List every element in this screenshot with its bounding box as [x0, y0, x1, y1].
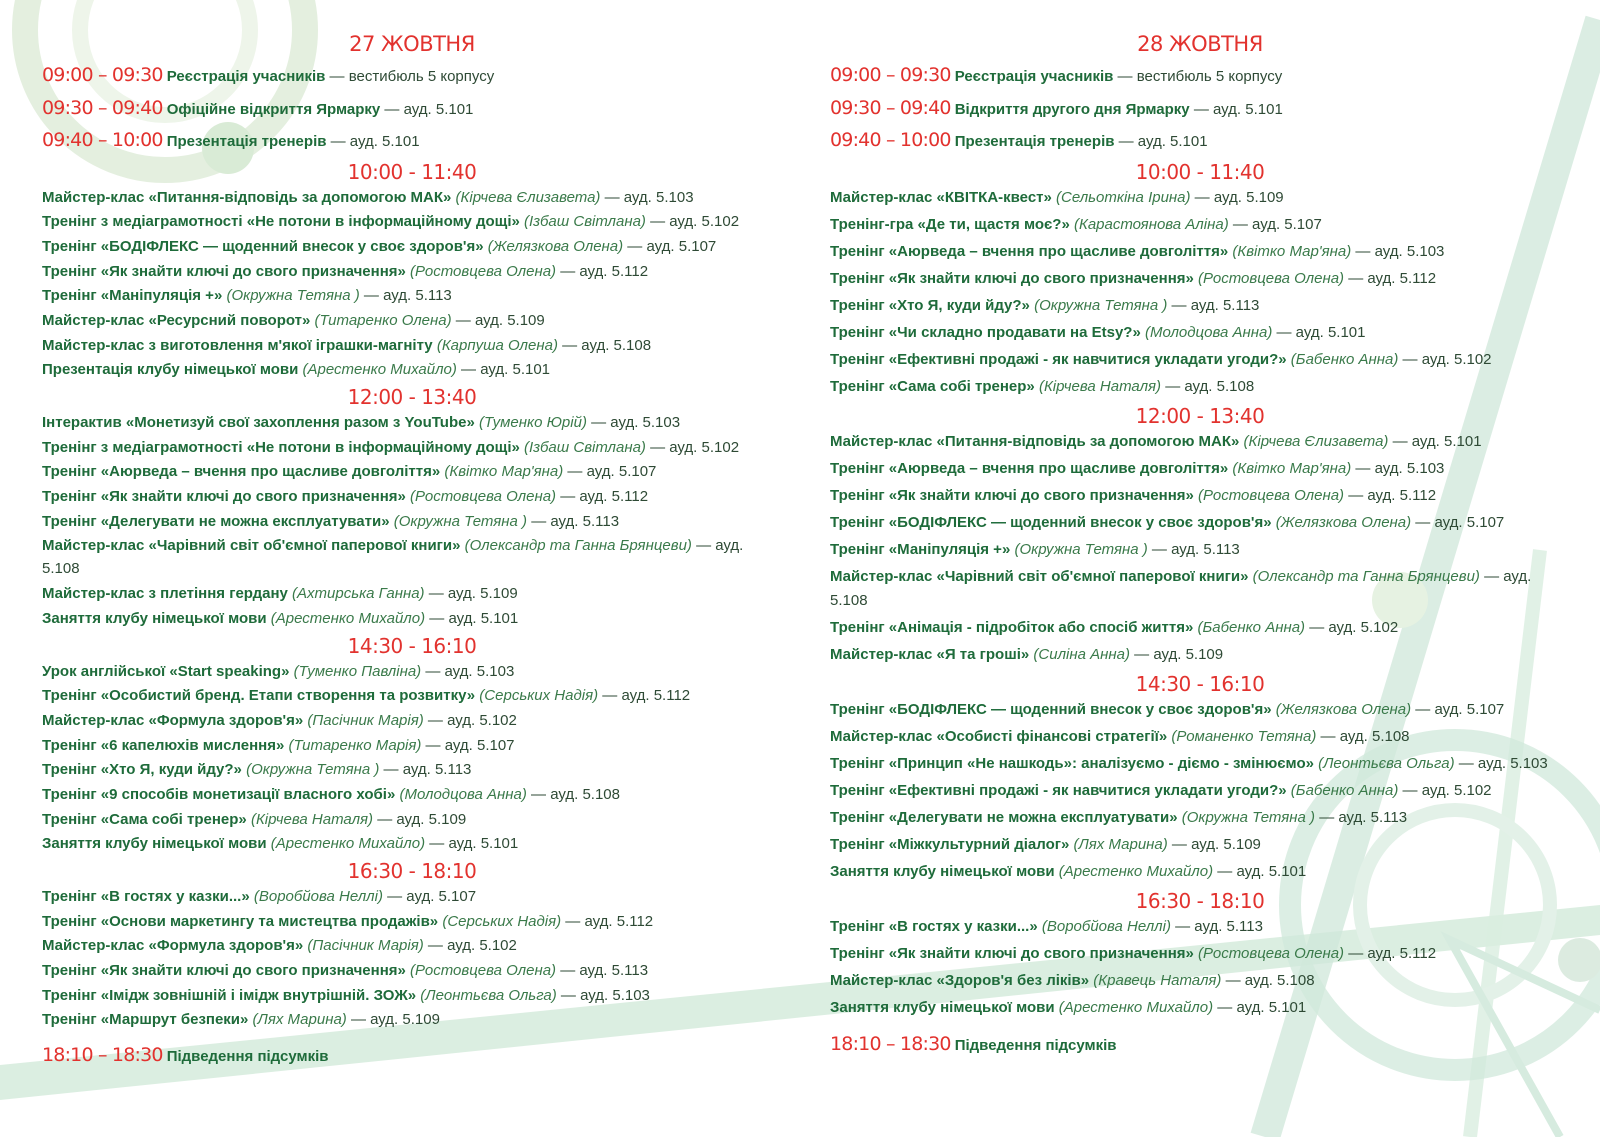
- event-room: — ауд. 5.109: [1129, 645, 1224, 663]
- time-slot-heading: 16:30 - 18:10: [347, 859, 477, 883]
- event-title: Тренінг «Маршрут безпеки»: [42, 1011, 249, 1029]
- event-room: — ауд. 5.102: [423, 711, 517, 729]
- event-title: Тренінг «Сама собі тренер»: [42, 810, 247, 828]
- event-title: Тренінг «Анімація - підробіток або спосіб життя»: [830, 618, 1194, 636]
- schedule-event: [42, 460, 782, 483]
- event-trainer: (Карпуша Олена): [432, 336, 558, 354]
- schedule-event: [830, 213, 1570, 237]
- event-title: Тренінг «Сама собі тренер»: [830, 377, 1035, 395]
- event-title: Тренінг «Принцип «Не нашкодь»: аналізуємо - діємо - змінюємо»: [830, 754, 1314, 772]
- event-title: Тренінг «Аюрведа – вчення про щасливе довголіття»: [830, 242, 1229, 260]
- schedule-event: [830, 538, 1570, 562]
- event-title: Тренінг «Чи складно продавати на Etsy?»: [830, 323, 1141, 341]
- event-title: Тренінг «Основи маркетингу та мистецтва продажів»: [42, 912, 439, 930]
- event-trainer: (Кірчева Єлизавета): [1239, 432, 1389, 450]
- intro-time: 09:40 – 10:00: [42, 129, 163, 151]
- time-slot-heading: 10:00 - 11:40: [347, 159, 477, 184]
- event-trainer: (Туменко Юрій): [474, 414, 587, 431]
- event-room: — ауд. 5.109: [451, 311, 545, 329]
- event-title: Тренінг «Маніпуляція +»: [42, 287, 223, 305]
- event-room: — ауд. 5.101: [1213, 998, 1307, 1016]
- event-trainer: (Сельоткіна Ірина): [1051, 188, 1191, 206]
- intro-row: [830, 125, 1570, 158]
- intro-title: Реєстрація учасників: [166, 68, 326, 85]
- intro-title: Офіційне відкриття Ярмарку: [166, 100, 381, 118]
- event-room: — ауд. 5.113: [1170, 917, 1263, 935]
- intro-time: 09:30 – 09:40: [830, 96, 951, 119]
- event-room: — ауд. 5.101: [456, 361, 551, 379]
- event-room: — ауд. 5.103: [1454, 754, 1548, 772]
- event-room: — ауд. 5.107: [623, 237, 717, 255]
- event-title: Тренінг «Маніпуляція +»: [830, 540, 1011, 558]
- event-trainer: (Окружна Тетяна ): [1029, 296, 1168, 314]
- event-trainer: (Ізбаш Світлана): [519, 213, 646, 231]
- schedule-event: [830, 942, 1570, 966]
- event-title: Тренінг «В гостях у казки...»: [42, 888, 250, 905]
- event-title: Тренінг «9 способів монетизації власного хобі»: [42, 785, 396, 803]
- schedule-event: [42, 235, 782, 258]
- event-trainer: (Силіна Анна): [1029, 645, 1130, 663]
- event-trainer: (Леонтьєва Ольга): [416, 986, 557, 1004]
- event-trainer: (Молодцова Анна): [395, 785, 527, 803]
- event-room: — ауд. 5.107: [563, 463, 657, 481]
- event-title: Тренінг-гра «Де ти, щастя моє?»: [830, 215, 1070, 233]
- time-slot-heading: 10:00 - 11:40: [1135, 159, 1265, 184]
- intro-title: Презентація тренерів: [954, 133, 1115, 150]
- schedule-event: [42, 485, 782, 508]
- event-trainer: (Молодцова Анна): [1140, 323, 1273, 341]
- intro-location: — ауд. 5.101: [1189, 100, 1283, 118]
- schedule-event: [830, 996, 1570, 1020]
- event-trainer: (Бабенко Анна): [1286, 350, 1399, 368]
- event-room: — ауд. 5.112: [556, 488, 649, 506]
- event-trainer: (Титаренко Марія): [284, 736, 422, 754]
- event-title: Майстер-клас з виготовлення м'якої іграшки-магніту: [42, 336, 433, 354]
- schedule-event: [830, 375, 1570, 399]
- event-trainer: (Ростовцева Олена): [1193, 269, 1345, 287]
- event-room: — ауд. 5.112: [1344, 944, 1437, 962]
- event-trainer: (Воробйова Неллі): [249, 888, 383, 905]
- event-title: Майстер-клас «Питання-відповідь за допомогою МАК»: [42, 188, 452, 206]
- schedule-event: [830, 752, 1570, 776]
- time-slot-heading: 16:30 - 18:10: [1135, 888, 1265, 913]
- intro-time: 09:30 – 09:40: [42, 96, 163, 119]
- event-title: Тренінг «БОДІФЛЕКС — щоденний внесок у своє здоров'я»: [830, 513, 1272, 531]
- schedule-event: [830, 565, 1570, 613]
- event-room: — ауд. 5.108: [830, 567, 1532, 609]
- event-trainer: (Ростовцева Олена): [405, 962, 557, 980]
- event-room: — ауд. 5.102: [645, 438, 740, 456]
- event-trainer: (Туменко Павліна): [289, 662, 422, 680]
- event-room: — ауд. 5.101: [1213, 862, 1307, 880]
- event-trainer: (Окружна Тетяна ): [241, 761, 380, 779]
- event-title: Тренінг «Делегувати не можна експлуатувати»: [42, 512, 390, 530]
- time-slot-heading: 12:00 - 13:40: [1135, 403, 1265, 428]
- event-title: Майстер-клас «Формула здоров'я»: [42, 711, 304, 729]
- schedule-event: [830, 430, 1570, 454]
- event-trainer: (Ростовцева Олена): [405, 262, 557, 280]
- event-room: — ауд. 5.102: [1305, 618, 1399, 636]
- intro-row: [42, 60, 782, 93]
- closing-time: 18:10 – 18:30: [830, 1032, 951, 1055]
- event-trainer: (Кірчева Єлизавета): [451, 188, 601, 206]
- event-room: — ауд. 5.108: [557, 336, 652, 354]
- event-trainer: (Окружна Тетяна ): [1010, 540, 1148, 558]
- event-title: Заняття клубу німецької мови: [42, 835, 267, 853]
- schedule-event: [42, 436, 782, 459]
- schedule-event: [42, 582, 782, 605]
- event-trainer: (Кравець Наталя): [1089, 971, 1222, 989]
- intro-time: 09:00 – 09:30: [830, 64, 951, 86]
- event-room: — ауд. 5.113: [379, 761, 472, 779]
- event-trainer: (Лях Марина): [248, 1011, 347, 1029]
- closing-row: [830, 1028, 1570, 1062]
- event-room: — ауд. 5.103: [1351, 242, 1445, 260]
- event-room: — ауд. 5.109: [1190, 188, 1284, 206]
- event-title: Заняття клубу німецької мови: [830, 862, 1055, 880]
- intro-location: — вестибюль 5 корпусу: [1113, 68, 1283, 85]
- event-room: — ауд. 5.102: [1398, 350, 1492, 368]
- event-title: Заняття клубу німецької мови: [42, 609, 267, 627]
- time-slot-heading: 14:30 - 16:10: [1135, 671, 1265, 696]
- event-title: Тренінг «БОДІФЛЕКС — щоденний внесок у своє здоров'я»: [42, 237, 484, 255]
- schedule-event: [42, 984, 782, 1007]
- time-slot-heading: 12:00 - 13:40: [347, 385, 477, 409]
- event-trainer: (Ростовцева Олена): [405, 488, 557, 506]
- event-room: — ауд. 5.103: [421, 662, 515, 680]
- intro-row: [830, 93, 1570, 126]
- schedule-event: [830, 833, 1570, 857]
- event-title: Майстер-клас «Чарівний світ об'ємної паперової книги»: [42, 537, 461, 555]
- closing-time: 18:10 – 18:30: [42, 1044, 163, 1067]
- event-trainer: (Олександр та Ганна Брянцеви): [460, 537, 692, 555]
- event-room: — ауд. 5.113: [527, 512, 620, 530]
- event-title: Тренінг «Як знайти ключі до свого призначення»: [42, 488, 406, 506]
- time-slot-heading: 14:30 - 16:10: [347, 633, 477, 658]
- event-room: — ауд. 5.101: [425, 835, 519, 853]
- event-title: Тренінг «Як знайти ключі до свого призначення»: [42, 262, 406, 280]
- event-trainer: (Серських Надія): [475, 687, 599, 705]
- schedule-event: [42, 783, 782, 806]
- event-trainer: (Романенко Тетяна): [1167, 727, 1317, 745]
- event-title: Презентація клубу німецької мови: [42, 361, 299, 379]
- schedule-event: [830, 725, 1570, 749]
- event-title: Тренінг «Делегувати не можна експлуатувати»: [830, 808, 1178, 826]
- intro-row: [830, 60, 1570, 93]
- closing-title: Підведення підсумків: [166, 1048, 329, 1066]
- event-title: Тренінг «Імідж зовнішній і імідж внутрішній. ЗОЖ»: [42, 986, 417, 1004]
- event-trainer: (Пасічник Марія): [303, 711, 424, 729]
- event-trainer: (Арестенко Михайло): [298, 361, 457, 379]
- event-trainer: (Серських Надія): [438, 912, 562, 930]
- event-room: — ауд. 5.112: [561, 912, 654, 930]
- schedule-event: [42, 607, 782, 630]
- event-title: Майстер-клас «Ресурсний поворот»: [42, 311, 311, 329]
- event-room: — ауд. 5.113: [1147, 540, 1240, 558]
- event-trainer: (Арестенко Михайло): [1054, 998, 1214, 1016]
- event-title: Тренінг «Хто Я, куди йду?»: [42, 761, 242, 779]
- schedule-event: [42, 934, 782, 957]
- event-title: Урок англійської «Start speaking»: [42, 662, 290, 680]
- event-title: Заняття клубу німецької мови: [830, 998, 1055, 1016]
- event-room: — ауд. 5.107: [382, 888, 477, 905]
- event-trainer: (Окружна Тетяна ): [222, 287, 360, 305]
- schedule-event: [830, 186, 1570, 210]
- schedule-event: [42, 186, 782, 209]
- event-room: — ауд. 5.113: [556, 962, 649, 980]
- schedule-event: [830, 457, 1570, 481]
- schedule-event: [42, 684, 782, 707]
- event-title: Тренінг «Як знайти ключі до свого призначення»: [830, 944, 1194, 962]
- event-room: — ауд. 5.108: [1221, 971, 1315, 989]
- event-room: — ауд. 5.103: [586, 414, 681, 431]
- event-room: — ауд. 5.101: [425, 609, 519, 627]
- intro-time: 09:40 – 10:00: [830, 129, 951, 151]
- event-trainer: (Квітко Мар'яна): [1228, 459, 1352, 477]
- schedule-event: [42, 358, 782, 381]
- event-title: Тренінг «В гостях у казки...»: [830, 917, 1038, 935]
- event-room: — ауд. 5.101: [1388, 432, 1482, 450]
- schedule-event: [830, 643, 1570, 667]
- schedule-event: [42, 832, 782, 855]
- event-trainer: (Карастоянова Аліна): [1069, 215, 1229, 233]
- event-room: — ауд. 5.107: [421, 736, 515, 754]
- schedule-event: [42, 709, 782, 732]
- event-room: — ауд. 5.108: [1161, 377, 1255, 395]
- event-room: — ауд. 5.113: [1315, 808, 1408, 826]
- event-room: — ауд. 5.109: [424, 585, 518, 603]
- event-room: — ауд. 5.103: [1351, 459, 1445, 477]
- event-title: Тренінг «Аюрведа – вчення про щасливе довголіття»: [830, 459, 1229, 477]
- schedule-event: [830, 348, 1570, 372]
- event-room: — ауд. 5.102: [645, 213, 740, 231]
- event-title: Тренінг «Аюрведа – вчення про щасливе довголіття»: [42, 463, 441, 481]
- intro-title: Відкриття другого дня Ярмарку: [954, 100, 1190, 118]
- event-room: — ауд. 5.107: [1228, 215, 1322, 233]
- schedule-event: [42, 260, 782, 283]
- schedule-event: [830, 860, 1570, 884]
- event-trainer: (Воробйова Неллі): [1037, 917, 1171, 935]
- schedule-event: [830, 806, 1570, 830]
- event-trainer: (Бабенко Анна): [1193, 618, 1306, 636]
- event-title: Майстер-клас «Особисті фінансові стратегії»: [830, 727, 1168, 745]
- intro-row: [42, 93, 782, 126]
- event-room: — ауд. 5.103: [556, 986, 650, 1004]
- event-trainer: (Окружна Тетяна ): [389, 512, 528, 530]
- event-room: — ауд. 5.102: [423, 937, 517, 955]
- schedule-event: [42, 808, 782, 831]
- schedule-event: [830, 321, 1570, 345]
- event-title: Майстер-клас «Здоров'я без ліків»: [830, 971, 1090, 989]
- intro-title: Презентація тренерів: [166, 133, 327, 150]
- schedule-event: [42, 411, 782, 434]
- schedule-event: [42, 284, 782, 307]
- event-title: Тренінг «Ефективні продажі - як навчитися укладати угоди?»: [830, 781, 1287, 799]
- event-title: Тренінг «Особистий бренд. Етапи створення та розвитку»: [42, 687, 476, 705]
- event-room: — ауд. 5.107: [1411, 513, 1505, 531]
- schedule-event: [830, 267, 1570, 291]
- schedule-event: [830, 698, 1570, 722]
- schedule-event: [42, 758, 782, 781]
- event-trainer: (Бабенко Анна): [1286, 781, 1399, 799]
- event-room: — ауд. 5.108: [1316, 727, 1410, 745]
- event-trainer: (Пасічник Марія): [303, 937, 424, 955]
- schedule-event: [42, 885, 782, 908]
- event-trainer: (Квітко Мар'яна): [1228, 242, 1352, 260]
- intro-time: 09:00 – 09:30: [42, 64, 163, 86]
- event-room: — ауд. 5.113: [1167, 296, 1260, 314]
- event-title: Майстер-клас «Чарівний світ об'ємної паперової книги»: [830, 567, 1249, 585]
- event-title: Майстер-клас «Питання-відповідь за допомогою МАК»: [830, 432, 1240, 450]
- event-title: Майстер-клас з плетіння гердану: [42, 585, 288, 603]
- event-title: Тренінг «Ефективні продажі - як навчитися укладати угоди?»: [830, 350, 1287, 368]
- event-title: Тренінг з медіаграмотності «Не потони в інформаційному дощі»: [42, 213, 520, 231]
- schedule-event: [830, 915, 1570, 939]
- schedule-event: [42, 210, 782, 233]
- event-room: — ауд. 5.112: [556, 262, 649, 280]
- schedule-event: [830, 779, 1570, 803]
- schedule-event: [830, 240, 1570, 264]
- event-room: — ауд. 5.112: [1344, 486, 1437, 504]
- event-trainer: (Квітко Мар'яна): [440, 463, 564, 481]
- event-room: — ауд. 5.103: [600, 188, 694, 206]
- event-trainer: (Кірчева Наталя): [246, 810, 374, 828]
- event-title: Тренінг з медіаграмотності «Не потони в інформаційному дощі»: [42, 438, 520, 456]
- intro-location: — ауд. 5.101: [326, 133, 420, 150]
- event-room: — ауд. 5.112: [1344, 269, 1437, 287]
- schedule-event: [42, 334, 782, 357]
- event-trainer: (Арестенко Михайло): [266, 835, 426, 853]
- event-title: Тренінг «Як знайти ключі до свого призначення»: [830, 269, 1194, 287]
- event-title: Майстер-клас «Формула здоров'я»: [42, 937, 304, 955]
- schedule-event: [830, 616, 1570, 640]
- event-trainer: (Желязкова Олена): [1271, 513, 1412, 531]
- schedule-event: [42, 734, 782, 757]
- schedule-event: [42, 910, 782, 933]
- event-title: Тренінг «Як знайти ключі до свого призначення»: [830, 486, 1194, 504]
- event-trainer: (Титаренко Олена): [310, 311, 452, 329]
- event-title: Тренінг «Хто Я, куди йду?»: [830, 296, 1030, 314]
- schedule-event: [830, 511, 1570, 535]
- event-trainer: (Желязкова Олена): [1271, 700, 1412, 718]
- event-room: — ауд. 5.109: [373, 810, 467, 828]
- intro-title: Реєстрація учасників: [954, 68, 1114, 85]
- event-trainer: (Арестенко Михайло): [266, 609, 426, 627]
- event-title: Інтерактив «Монетизуй свої захоплення разом з YouTube»: [42, 414, 475, 431]
- event-title: Майстер-клас «Я та гроші»: [830, 645, 1030, 663]
- event-room: — ауд. 5.108: [526, 785, 620, 803]
- intro-location: — ауд. 5.101: [380, 100, 474, 118]
- schedule-event: [830, 294, 1570, 318]
- event-room: — ауд. 5.107: [1411, 700, 1505, 718]
- closing-title: Підведення підсумків: [954, 1036, 1117, 1054]
- event-trainer: (Окружна Тетяна ): [1177, 808, 1316, 826]
- event-title: Тренінг «БОДІФЛЕКС — щоденний внесок у своє здоров'я»: [830, 700, 1272, 718]
- day-column-oct-28: [830, 28, 1570, 1062]
- event-trainer: (Желязкова Олена): [483, 237, 624, 255]
- closing-row: [42, 1039, 782, 1073]
- schedule-event: [42, 959, 782, 982]
- intro-location: — ауд. 5.101: [1114, 133, 1208, 150]
- event-trainer: (Кірчева Наталя): [1034, 377, 1162, 395]
- event-room: — ауд. 5.113: [359, 287, 452, 305]
- day-title: 27 ЖОВТНЯ: [349, 32, 475, 56]
- intro-row: [42, 125, 782, 158]
- event-room: — ауд. 5.108: [42, 537, 744, 578]
- event-room: — ауд. 5.109: [1167, 835, 1261, 853]
- schedule-event: [42, 309, 782, 332]
- event-title: Тренінг «6 капелюхів мислення»: [42, 736, 285, 754]
- schedule-event: [830, 969, 1570, 993]
- schedule-event: [42, 510, 782, 533]
- event-trainer: (Арестенко Михайло): [1054, 862, 1214, 880]
- event-room: — ауд. 5.101: [1272, 323, 1366, 341]
- event-room: — ауд. 5.109: [346, 1011, 440, 1029]
- event-trainer: (Ростовцева Олена): [1193, 486, 1345, 504]
- day-column-oct-27: [42, 28, 782, 1073]
- event-room: — ауд. 5.102: [1398, 781, 1492, 799]
- schedule-event: [42, 1008, 782, 1031]
- event-trainer: (Ізбаш Світлана): [519, 438, 646, 456]
- day-title: 28 ЖОВТНЯ: [1137, 32, 1263, 56]
- event-title: Майстер-клас «КВІТКА-квест»: [830, 188, 1052, 206]
- event-title: Тренінг «Міжкультурний діалог»: [830, 835, 1070, 853]
- event-trainer: (Ахтирська Ганна): [287, 585, 425, 603]
- event-room: — ауд. 5.112: [598, 687, 691, 705]
- schedule-event: [830, 484, 1570, 508]
- event-trainer: (Лях Марина): [1069, 835, 1168, 853]
- event-trainer: (Леонтьєва Ольга): [1313, 754, 1455, 772]
- event-trainer: (Олександр та Ганна Брянцеви): [1248, 567, 1480, 585]
- schedule-event: [42, 660, 782, 683]
- intro-location: — вестибюль 5 корпусу: [325, 68, 495, 85]
- event-title: Тренінг «Як знайти ключі до свого призначення»: [42, 962, 406, 980]
- schedule-event: [42, 534, 782, 580]
- event-trainer: (Ростовцева Олена): [1193, 944, 1345, 962]
